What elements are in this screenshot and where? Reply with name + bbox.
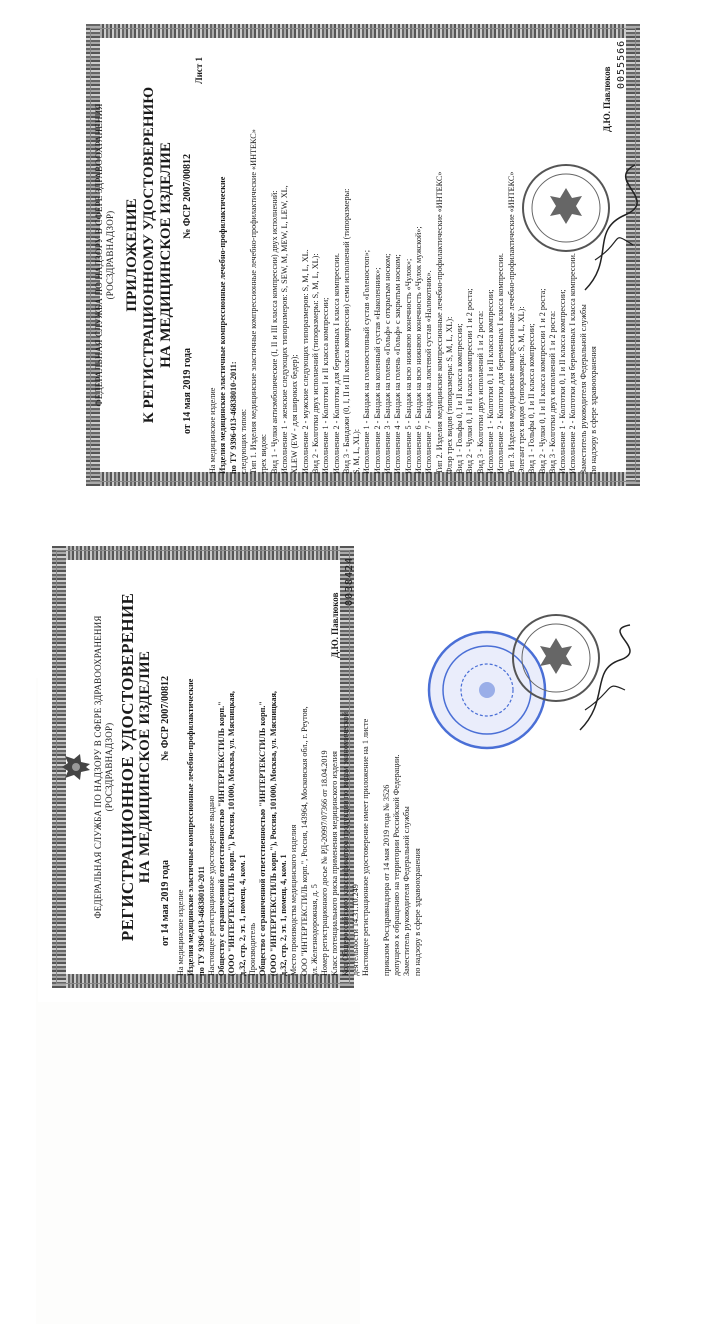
left-text-line: Код Общероссийского классификатора продукции по видам экономической bbox=[340, 711, 350, 976]
left-text-line: (ООО "ИНТЕРТЕКСТИЛЬ корп."), Россия, 101000, Москва, ул. Мясницкая, bbox=[268, 691, 278, 976]
right-title-line1: ПРИЛОЖЕНИЕ bbox=[124, 198, 140, 312]
right-date: от 14 мая 2019 года bbox=[182, 348, 193, 434]
right-agency-name: ФЕДЕРАЛЬНАЯ СЛУЖБА ПО НАДЗОРУ В СФЕРЕ ЗДРАВООХРАНЕНИЯ bbox=[94, 103, 104, 407]
left-text-line: (ООО "ИНТЕРТЕКСТИЛЬ корп."), Россия, 101000, Москва, ул. Мясницкая, bbox=[227, 691, 237, 976]
left-content bbox=[60, 556, 422, 976]
left-text-line: Изделия медицинские эластичные компрессионные лечебно-профилактические bbox=[186, 678, 196, 976]
left-text-line: Настоящее регистрационное удостоверение выдано bbox=[206, 795, 216, 976]
right-title-line2: К РЕГИСТРАЦИОННОМУ УДОСТОВЕРЕНИЮ bbox=[141, 86, 157, 424]
right-text-line: Исполнение 6 - Бандаж на всю нижнюю конечность «Чулок мужской»; bbox=[413, 226, 423, 474]
left-text-line: Производитель bbox=[248, 923, 258, 976]
right-text-line: Исполнение 5 - Бандаж на всю нижнюю конечность «Чулок»; bbox=[403, 258, 413, 474]
right-text-line: следующих типов: bbox=[238, 408, 248, 474]
right-text-line: S, M, L, XL): bbox=[352, 428, 362, 474]
right-text-line: Исполнение 2 - мужские следующих типоразмеров: S, M, L, XL. bbox=[300, 249, 310, 474]
right-text-line: Элегант трех видов (типоразмеры: S, M, L, XL): bbox=[516, 306, 526, 474]
right-number: № ФСР 2007/00812 bbox=[182, 154, 193, 239]
left-text-line: Заместитель руководителя Федеральной службы bbox=[402, 806, 412, 976]
right-text-line: Исполнение 2 - Колготки для беременных I класса компрессии. bbox=[568, 253, 578, 474]
left-text-line: допущено к обращению на территории Российской Федерации. bbox=[391, 754, 401, 976]
left-text-line: Класс потенциального риска применения медицинского изделия bbox=[330, 751, 340, 976]
right-signer-name: Д.Ю. Павлюков bbox=[602, 66, 612, 132]
right-title-line3: НА МЕДИЦИНСКОЕ ИЗДЕЛИЕ bbox=[158, 142, 174, 368]
left-text-line: На медицинское изделие bbox=[176, 889, 185, 976]
left-number: № ФСР 2007/00812 bbox=[160, 676, 171, 761]
right-sheet-label: Лист 1 bbox=[194, 56, 204, 84]
left-text-line: д.32, стр. 2, эт. 1, помещ. 4, ком. 1 bbox=[237, 854, 247, 976]
certificate-left bbox=[38, 532, 422, 1002]
right-text-line: Исполнение 1 - Колготки 0, I и II класса компрессии; bbox=[486, 289, 496, 474]
left-agency-name: ФЕДЕРАЛЬНАЯ СЛУЖБА ПО НАДЗОРУ В СФЕРЕ ЗДРАВООХРАНЕНИЯ bbox=[93, 615, 103, 919]
right-text-line: Вид 3 - Колготки двух исполнений 1 и 2 роста: bbox=[475, 310, 485, 474]
left-text-line: Настоящее регистрационное удостоверение имеет приложение на 1 листе bbox=[361, 718, 371, 976]
right-text-line: Исполнение 3 - Бандаж на голень «Гольф» с открытым носком; bbox=[383, 253, 393, 474]
right-content bbox=[94, 36, 634, 474]
right-text-line: Исполнение 2 - Колготки для беременных I класса компрессии. bbox=[331, 253, 341, 474]
signature-right bbox=[575, 160, 645, 300]
left-text-line: по надзору в сфере здравоохранения bbox=[412, 848, 422, 976]
right-text-line: XLEW (EW - для широких бедер); bbox=[290, 354, 300, 474]
right-text-line: по ТУ 9396-013-46838010-2011: bbox=[228, 361, 238, 474]
right-agency-abbr: (РОСЗДРАВНАДЗОР) bbox=[105, 210, 115, 300]
left-agency-abbr: (РОСЗДРАВНАДЗОР) bbox=[104, 722, 114, 812]
left-date: от 14 мая 2019 года bbox=[160, 860, 171, 946]
right-text-line: Вид 3 - Колготки двух исполнений 1 и 2 роста: bbox=[547, 310, 557, 474]
right-text-line: Вид 2 - Колготки двух исполнений (типоразмеры: S, M, L, XL): bbox=[310, 253, 320, 474]
right-text-line: На медицинское изделие bbox=[208, 387, 217, 474]
right-serial-number: 0055566 bbox=[616, 39, 627, 89]
left-text-line: ООО "ИНТЕРТЕКСТИЛЬ корп.", Россия, 143964, Московская обл., г. Реутов, bbox=[299, 706, 309, 976]
coat-of-arms-emblem bbox=[60, 752, 92, 782]
certificate-right bbox=[72, 10, 654, 500]
left-text-line: Место производства медицинского изделия bbox=[289, 824, 299, 976]
right-text-line: Исполнение 4 - Бандаж на голень «Гольф» с закрытым носком; bbox=[393, 254, 403, 474]
left-text-line: приказом Росздравнадзора от 14 мая 2019 года № 3526 bbox=[381, 784, 391, 976]
left-text-line: д.32, стр. 2, эт. 1, помещ. 4, ком. 1 bbox=[278, 854, 288, 976]
right-text-line: Тип 1. Изделия медицинские эластичные компрессионные лечебно-профилактические «ИНТЕКС» bbox=[249, 129, 259, 474]
right-text-line: Исполнение 1 - женские следующих типоразмеров: S, SEW, M, MEW, L, LEW, XL, bbox=[280, 185, 290, 474]
right-text-line: Исполнение 1 - Колготки I и II класса компрессии; bbox=[321, 297, 331, 474]
right-text-line: Заместитель руководителя Федеральной службы bbox=[578, 304, 588, 474]
right-text-line: Вид 1 - Гольфы 0, I и II класса компрессии; bbox=[527, 323, 537, 474]
left-text-line: Номер регистрационного досье № РД-20997/07366 от 18.04.2019 bbox=[320, 750, 330, 976]
right-text-line: трех видов: bbox=[259, 433, 269, 474]
left-signer-name: Д.Ю. Павлюков bbox=[330, 592, 340, 658]
right-text-line: Тип 3. Изделия медицинские компрессионные лечебно-профилактические «ИНТЕКС» bbox=[506, 171, 516, 474]
right-text-line: по надзору в сфере здравоохранения bbox=[588, 346, 598, 474]
left-text-line: по ТУ 9396-013-46838010-2011 bbox=[196, 866, 206, 976]
right-text-line: Исполнение 1 - Колготки 0, I и II класса компрессии; bbox=[558, 289, 568, 474]
right-text-line: Вид 1 - Чулки антиэмболические (I, II и III класса компрессии) двух исполнений: bbox=[269, 190, 279, 474]
left-serial-number: 0038424 bbox=[344, 556, 355, 606]
right-text-line: Вид 2 - Чулки 0, I и II класса компрессии 1 и 2 роста; bbox=[465, 288, 475, 474]
left-text-line: Обществу с ограниченной ответственностью "ИНТЕРТЕКСТИЛЬ корп." bbox=[217, 701, 227, 976]
right-text-line: Тип 2. Изделия медицинские компрессионные лечебно-профилактические «ИНТЕКС» bbox=[434, 171, 444, 474]
left-text-line: Общество с ограниченной ответственностью "ИНТЕРТЕКСТИЛЬ корп." bbox=[258, 701, 268, 976]
right-text-line: Вид 2 - Чулки 0, I и II класса компрессии 1 и 2 роста; bbox=[537, 288, 547, 474]
left-text-line bbox=[372, 558, 382, 976]
left-title-line2: НА МЕДИЦИНСКОЕ ИЗДЕЛИЕ bbox=[137, 650, 153, 884]
right-text-line: Вид 1 - Гольфы 0, I и II класса компрессии; bbox=[455, 323, 465, 474]
left-body-text bbox=[176, 558, 423, 976]
signature-left bbox=[570, 620, 640, 740]
right-text-line: Исполнение 1 - Бандаж на голеностопный сустав «Голеностоп»; bbox=[362, 249, 372, 474]
left-title-line1: РЕГИСТРАЦИОННОЕ УДОСТОВЕРЕНИЕ bbox=[118, 592, 137, 942]
right-text-line: Вид 3 - Бандажи (0, I, II и III класса компрессии) семи исполнений (типоразмеры: bbox=[341, 188, 351, 474]
right-body-text bbox=[208, 36, 599, 474]
left-text-line: ул. Железнодорожная, д. 5 bbox=[309, 884, 319, 976]
left-text-line: деятельности 14.31.10.249 bbox=[351, 884, 361, 976]
right-text-line: Исполнение 7 - Бандаж на локтевой сустав «Налокотник». bbox=[424, 270, 434, 474]
right-text-line: Флэр трех видов (типоразмеры: S, M, L, XL): bbox=[444, 316, 454, 474]
right-text-line: Изделия медицинские эластичные компрессионные лечебно-профилактические bbox=[218, 176, 228, 474]
right-text-line: Исполнение 2 - Бандаж на коленный сустав «Наколенник»; bbox=[372, 267, 382, 474]
right-text-line: Исполнение 2 - Колготки для беременных I класса компрессии. bbox=[496, 253, 506, 474]
